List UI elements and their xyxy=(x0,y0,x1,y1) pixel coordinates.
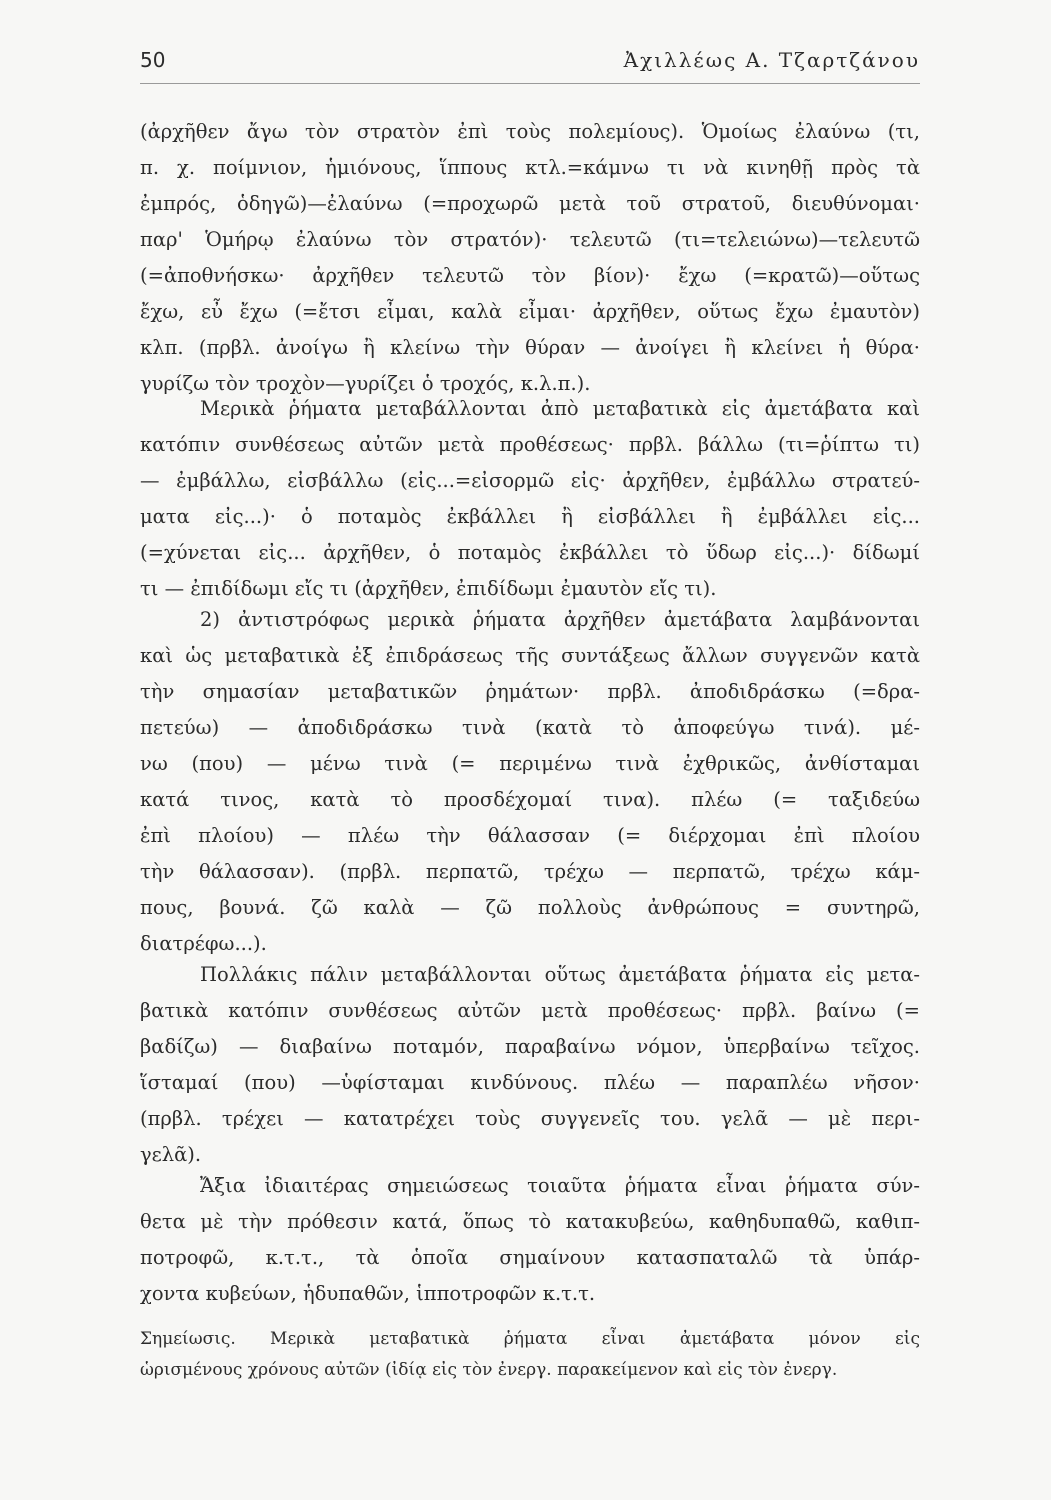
text-line: πετεύω) — ἀποδιδράσκω τινὰ (κατὰ τὸ ἀποφεύγω τινά). μέ- xyxy=(140,716,920,739)
text-line: κατόπιν συνθέσεως αὐτῶν μετὰ προθέσεως· πρβλ. βάλλω (τι=ῥίπτω τι) xyxy=(140,433,920,456)
text-line: θετα μὲ τὴν πρόθεσιν κατά, ὅπως τὸ κατακυβεύω, καθηδυπαθῶ, καθιπ- xyxy=(140,1210,920,1233)
text-line: π. χ. ποίμνιον, ἡμιόνους, ἵππους κτλ.=κάμνω τι νὰ κινηθῇ πρὸς τὰ xyxy=(140,156,920,179)
running-header xyxy=(140,48,920,78)
text-line: ποτροφῶ, κ.τ.τ., τὰ ὁποῖα σημαίνουν κατασπαταλῶ τὰ ὑπάρ- xyxy=(140,1246,920,1269)
text-line: ἔχω, εὖ ἔχω (=ἔτσι εἶμαι, καλὰ εἶμαι· ἀρχῆθεν, οὕτως ἔχω ἐμαυτὸν) xyxy=(140,300,920,323)
footnote-line: ὡρισμένους χρόνους αὐτῶν (ἰδίᾳ εἰς τὸν ἐνεργ. παρακείμενον καὶ εἰς τὸν ἐνεργ. xyxy=(140,1360,838,1380)
text-line: (=ἀποθνήσκω· ἀρχῆθεν τελευτῶ τὸν βίον)· ἔχω (=κρατῶ)—οὕτως xyxy=(140,264,920,287)
page-number: 50 xyxy=(140,48,166,72)
text-line: διατρέφω...). xyxy=(140,932,267,955)
header-rule xyxy=(140,83,920,84)
text-line: (=χύνεται εἰς... ἀρχῆθεν, ὁ ποταμὸς ἐκβάλλει τὸ ὕδωρ εἰς...)· δίδωμί xyxy=(140,541,920,564)
text-line: παρ' Ὁμήρῳ ἐλαύνω τὸν στρατόν)· τελευτῶ (τι=τελειώνω)—τελευτῶ xyxy=(140,228,920,251)
text-line: ἵσταμαί (που) —ὑφίσταμαι κινδύνους. πλέω — παραπλέω νῆσον· xyxy=(140,1071,920,1094)
footnote-line: Σημείωσις. Μερικὰ μεταβατικὰ ῥήματα εἶναι ἀμετάβατα μόνον εἰς xyxy=(140,1329,920,1349)
text-line: τι — ἐπιδίδωμι εἴς τι (ἀρχῆθεν, ἐπιδίδωμι ἐμαυτὸν εἴς τι). xyxy=(140,577,717,600)
text-line: νω (που) — μένω τινὰ (= περιμένω τινὰ ἐχθρικῶς, ἀνθίσταμαι xyxy=(140,752,920,775)
text-line: (ἀρχῆθεν ἄγω τὸν στρατὸν ἐπὶ τοὺς πολεμίους). Ὁμοίως ἐλαύνω (τι, xyxy=(140,120,920,143)
text-line: βατικὰ κατόπιν συνθέσεως αὐτῶν μετὰ προθέσεως· πρβλ. βαίνω (= xyxy=(140,999,920,1022)
text-line: τὴν θάλασσαν). (πρβλ. περπατῶ, τρέχω — περπατῶ, τρέχω κάμ- xyxy=(140,860,920,883)
text-line: — ἐμβάλλω, εἰσβάλλω (εἰς...=εἰσορμῶ εἰς· ἀρχῆθεν, ἐμβάλλω στρατεύ- xyxy=(140,469,920,492)
text-line: ἐμπρός, ὁδηγῶ)—ἐλαύνω (=προχωρῶ μετὰ τοῦ στρατοῦ, διευθύνομαι· xyxy=(140,192,920,215)
text-line: ματα εἰς...)· ὁ ποταμὸς ἐκβάλλει ἢ εἰσβάλλει ἢ ἐμβάλλει εἰς... xyxy=(140,505,920,528)
text-line: γυρίζω τὸν τροχὸν—γυρίζει ὁ τροχός, κ.λ.π.). xyxy=(140,372,591,395)
running-title: Ἀχιλλέως Α. Τζαρτζάνου xyxy=(623,48,920,72)
text-line: κλπ. (πρβλ. ἀνοίγω ἢ κλείνω τὴν θύραν — ἀνοίγει ἢ κλείνει ἡ θύρα· xyxy=(140,336,920,359)
text-line: βαδίζω) — διαβαίνω ποταμόν, παραβαίνω νόμον, ὑπερβαίνω τεῖχος. xyxy=(140,1035,920,1058)
text-line: 2) ἀντιστρόφως μερικὰ ῥήματα ἀρχῆθεν ἀμετάβατα λαμβάνονται xyxy=(200,608,920,631)
text-line: (πρβλ. τρέχει — κατατρέχει τοὺς συγγενεῖς του. γελᾶ — μὲ περι- xyxy=(140,1107,920,1130)
text-line: πους, βουνά. ζῶ καλὰ — ζῶ πολλοὺς ἀνθρώπους = συντηρῶ, xyxy=(140,896,920,919)
text-line: κατά τινος, κατὰ τὸ προσδέχομαί τινα). πλέω (= ταξιδεύω xyxy=(140,788,920,811)
text-line: χοντα κυβεύων, ἡδυπαθῶν, ἱπποτροφῶν κ.τ.τ. xyxy=(140,1282,596,1305)
text-line: Ἄξια ἰδιαιτέρας σημειώσεως τοιαῦτα ῥήματα εἶναι ῥήματα σύν- xyxy=(200,1174,920,1197)
text-line: καὶ ὡς μεταβατικὰ ἐξ ἐπιδράσεως τῆς συντάξεως ἄλλων συγγενῶν κατὰ xyxy=(140,644,920,667)
text-line: τὴν σημασίαν μεταβατικῶν ῥημάτων· πρβλ. ἀποδιδράσκω (=δρα- xyxy=(140,680,920,703)
text-line: ἐπὶ πλοίου) — πλέω τὴν θάλασσαν (= διέρχομαι ἐπὶ πλοίου xyxy=(140,824,920,847)
text-line: Πολλάκις πάλιν μεταβάλλονται οὕτως ἀμετάβατα ῥήματα εἰς μετα- xyxy=(200,963,920,986)
text-line: Μερικὰ ῥήματα μεταβάλλονται ἀπὸ μεταβατικὰ εἰς ἀμετάβατα καὶ xyxy=(200,397,920,420)
text-line: γελᾶ). xyxy=(140,1143,202,1166)
